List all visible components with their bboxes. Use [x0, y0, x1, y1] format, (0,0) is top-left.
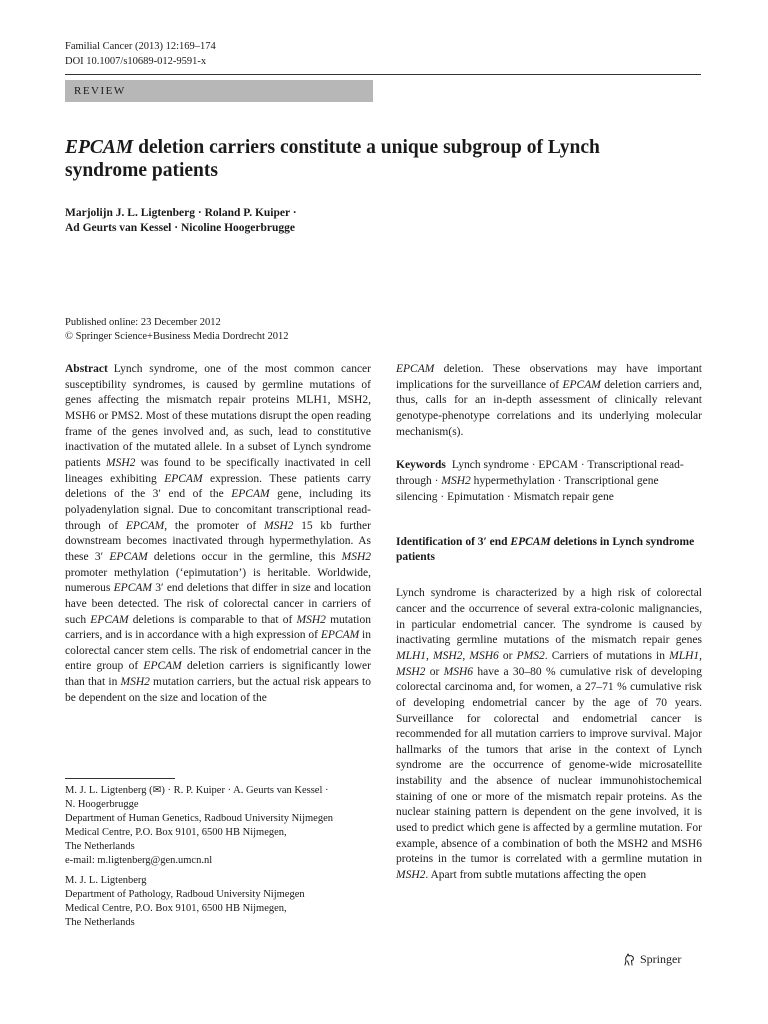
keywords-body: Lynch syndrome · EPCAM · Transcriptional read-through · MSH2 hypermethylation · Transcriptional gene silencing · Epimutation · Mismatch repair gene	[396, 459, 684, 503]
article-type-bar	[65, 80, 373, 102]
author-line-1[interactable]: Marjolijn J. L. Ligtenberg · Roland P. Kuiper ·	[65, 207, 297, 219]
affiliation-line: Medical Centre, P.O. Box 9101, 6500 HB Nijmegen,	[65, 827, 287, 838]
journal-citation: Familial Cancer (2013) 12:169–174	[65, 41, 216, 52]
section-heading: Identification of 3′ end EPCAM deletions in Lynch syndrome patients	[396, 536, 695, 564]
title-gene-name: EPCAM	[65, 137, 134, 158]
springer-horse-icon	[622, 952, 637, 967]
article-title	[65, 136, 705, 182]
publisher-logo	[622, 952, 681, 967]
copyright-notice: © Springer Science+Business Media Dordrecht 2012	[65, 331, 289, 342]
abstract-continuation: EPCAM deletion. These observations may have important implications for the surveillance of EPCAM deletion carriers and, thus, calls for an in-depth assessment of clinically relevant genotype-phenotype correlations and its underlying molecular mechanism(s).	[396, 363, 702, 438]
affiliation-2	[65, 874, 371, 930]
published-online-date: Published online: 23 December 2012	[65, 317, 221, 328]
right-column	[396, 362, 702, 884]
affiliation-line: M. J. L. Ligtenberg	[65, 875, 147, 886]
corresponding-email[interactable]: e-mail: m.ligtenberg@gen.umcn.nl	[65, 855, 213, 866]
affiliation-line: M. J. L. Ligtenberg (✉) · R. P. Kuiper · A. Geurts van Kessel ·	[65, 785, 329, 796]
affiliation-line: Department of Human Genetics, Radboud University Nijmegen	[65, 813, 333, 824]
footnote-rule	[65, 778, 175, 779]
publisher-name: Springer	[640, 952, 682, 966]
title-line-2: syndrome patients	[65, 160, 218, 181]
abstract-heading: Abstract	[65, 363, 108, 375]
affiliation-line: The Netherlands	[65, 917, 135, 928]
keywords-paragraph	[396, 458, 702, 505]
affiliation-line: Department of Pathology, Radboud University Nijmegen	[65, 889, 305, 900]
title-line-1-rest: deletion carriers constitute a unique subgroup of Lynch	[133, 137, 600, 158]
doi[interactable]: DOI 10.1007/s10689-012-9591-x	[65, 56, 207, 67]
publication-info	[65, 316, 289, 344]
abstract-column	[65, 362, 371, 706]
author-line-2[interactable]: Ad Geurts van Kessel · Nicoline Hoogerbrugge	[65, 222, 295, 234]
article-type-label: REVIEW	[74, 85, 126, 97]
affiliation-line: N. Hoogerbrugge	[65, 799, 139, 810]
affiliation-1	[65, 784, 371, 868]
author-list	[65, 206, 465, 236]
abstract-paragraph	[65, 362, 371, 706]
section-body: Lynch syndrome is characterized by a high risk of colorectal cancer and the occurrence of several extra-colonic malignancies, in particular endometrial cancer. The syndrome is caused by inactivating germline mutations of the mismatch repair genes MLH1, MSH2, MSH6 or PMS2. Carriers of mutations in MLH1, MSH2 or MSH6 have a 30–80 % cumulative risk of developing colorectal carcinoma and, for women, a 27–71 % cumulative risk of developing endometrial cancer by the age of 70 years. Surveillance for colorectal and endometrial cancer is recommended for all mutation carriers to improve survival. Major hallmarks of the tumors that arise in the context of Lynch syndrome are the occurrence of genome-wide microsatellite instability and the absence of nuclear immunohistochemical staining of one or more of the mismatch repair proteins. As the nuclear staining pattern is dependent on the gene involved, it is used to predict which gene is affected by a germline mutation. For example, absence of a combination of both the MSH2 and MSH6 proteins in the tumor is correlated with a germline mutation in MSH2. Apart from subtle mutations affecting the open	[396, 587, 703, 882]
affiliation-line: The Netherlands	[65, 841, 135, 852]
affiliation-line: Medical Centre, P.O. Box 9101, 6500 HB Nijmegen,	[65, 903, 287, 914]
header-rule	[65, 74, 701, 75]
abstract-body: Lynch syndrome, one of the most common cancer susceptibility syndromes, is caused by germline mutations of genes affecting the mismatch repair proteins MLH1, MSH2, MSH6 or PMS2. Most of these mutations disrupt the open reading frame of the genes involved and, as such, lead to constitutive inactivation of the mutated allele. In a subset of Lynch syndrome patients MSH2 was found to be specifically inactivated in cell lineages exhibiting EPCAM expression. These patients carry deletions of the 3′ end of the EPCAM gene, including its polyadenylation signal. Due to concomitant transcriptional read-through of EPCAM, the promoter of MSH2 15 kb further downstream becomes inactivated through hypermethylation. As these 3′ EPCAM deletions occur in the germline, this MSH2 promoter methylation (‘epimutation’) is heritable. Worldwide, numerous EPCAM 3′ end deletions that differ in size and location have been detected. The risk of colorectal cancer in carriers of such EPCAM deletions is comparable to that of MSH2 mutation carriers, and is in accordance with a high expression of EPCAM in colorectal cancer stem cells. The risk of endometrial cancer in the entire group of EPCAM deletion carriers is significantly lower than that in MSH2 mutation carriers, but the actual risk appears to be dependent on the size and location of the	[65, 363, 372, 704]
keywords-heading: Keywords	[396, 459, 446, 472]
